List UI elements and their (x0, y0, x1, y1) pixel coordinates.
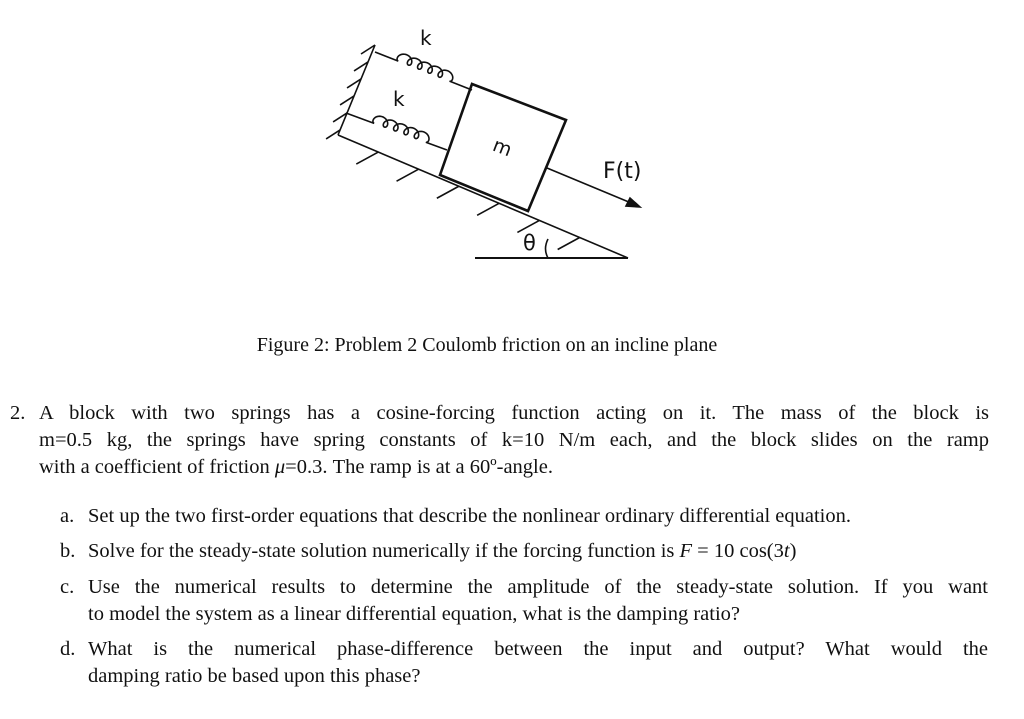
angle-arc (546, 239, 549, 258)
part-d-line-2: damping ratio be based upon this phase? (88, 665, 421, 687)
math-t: t (783, 540, 790, 562)
part-c-line-1: Use the numerical results to determine the amplitude of the steady-state solution. If you want (88, 576, 988, 598)
text: with a coefficient of friction (39, 456, 275, 478)
part-c-line-2: to model the system as a linear differential equation, what is the damping ratio? (88, 603, 741, 625)
problem-number: 2. (10, 402, 26, 424)
ramp-hatch (558, 238, 580, 250)
ramp-hatch (437, 186, 459, 198)
spring-top-label: k (420, 26, 432, 50)
part-d-label: d. (60, 638, 76, 660)
figure-caption: Figure 2: Problem 2 Coulomb friction on an incline plane (256, 334, 718, 356)
part-c-label: c. (60, 576, 75, 598)
incline-figure (0, 0, 1024, 300)
ramp-surface (338, 135, 628, 258)
part-a-text: Set up the two first-order equations that describe the nonlinear ordinary differential equation. (88, 505, 852, 527)
part-a-label: a. (60, 505, 75, 527)
text: = 10 cos(3 (692, 540, 784, 562)
part-b-text (88, 538, 796, 565)
mu-symbol: μ (274, 456, 286, 478)
math-F: F (679, 540, 693, 562)
force-label: F(t) (603, 159, 642, 184)
text: =0.3. The ramp is at a 60º-angle. (285, 456, 553, 478)
mass-label: m (489, 134, 515, 162)
ramp-hatch (477, 203, 499, 215)
problem-line-1: A block with two springs has a cosine-forcing function acting on it. The mass of the block is (39, 402, 989, 424)
angle-label: θ (523, 231, 536, 255)
spring-bottom-label: k (393, 87, 405, 111)
text: Solve for the steady-state solution numerically if the forcing function is (88, 540, 680, 562)
part-d-line-1: What is the numerical phase-difference between the input and output? What would the (88, 638, 988, 660)
force-arrowhead (626, 198, 640, 207)
ramp-hatch (397, 169, 419, 181)
problem-line-2: m=0.5 kg, the springs have spring constants of k=10 N/m each, and the block slides on the ramp (39, 429, 989, 451)
spring-top (375, 52, 472, 90)
part-b-label: b. (60, 540, 76, 562)
ramp-hatch (356, 152, 378, 164)
problem-line-3 (39, 454, 553, 481)
text: ) (789, 540, 797, 562)
